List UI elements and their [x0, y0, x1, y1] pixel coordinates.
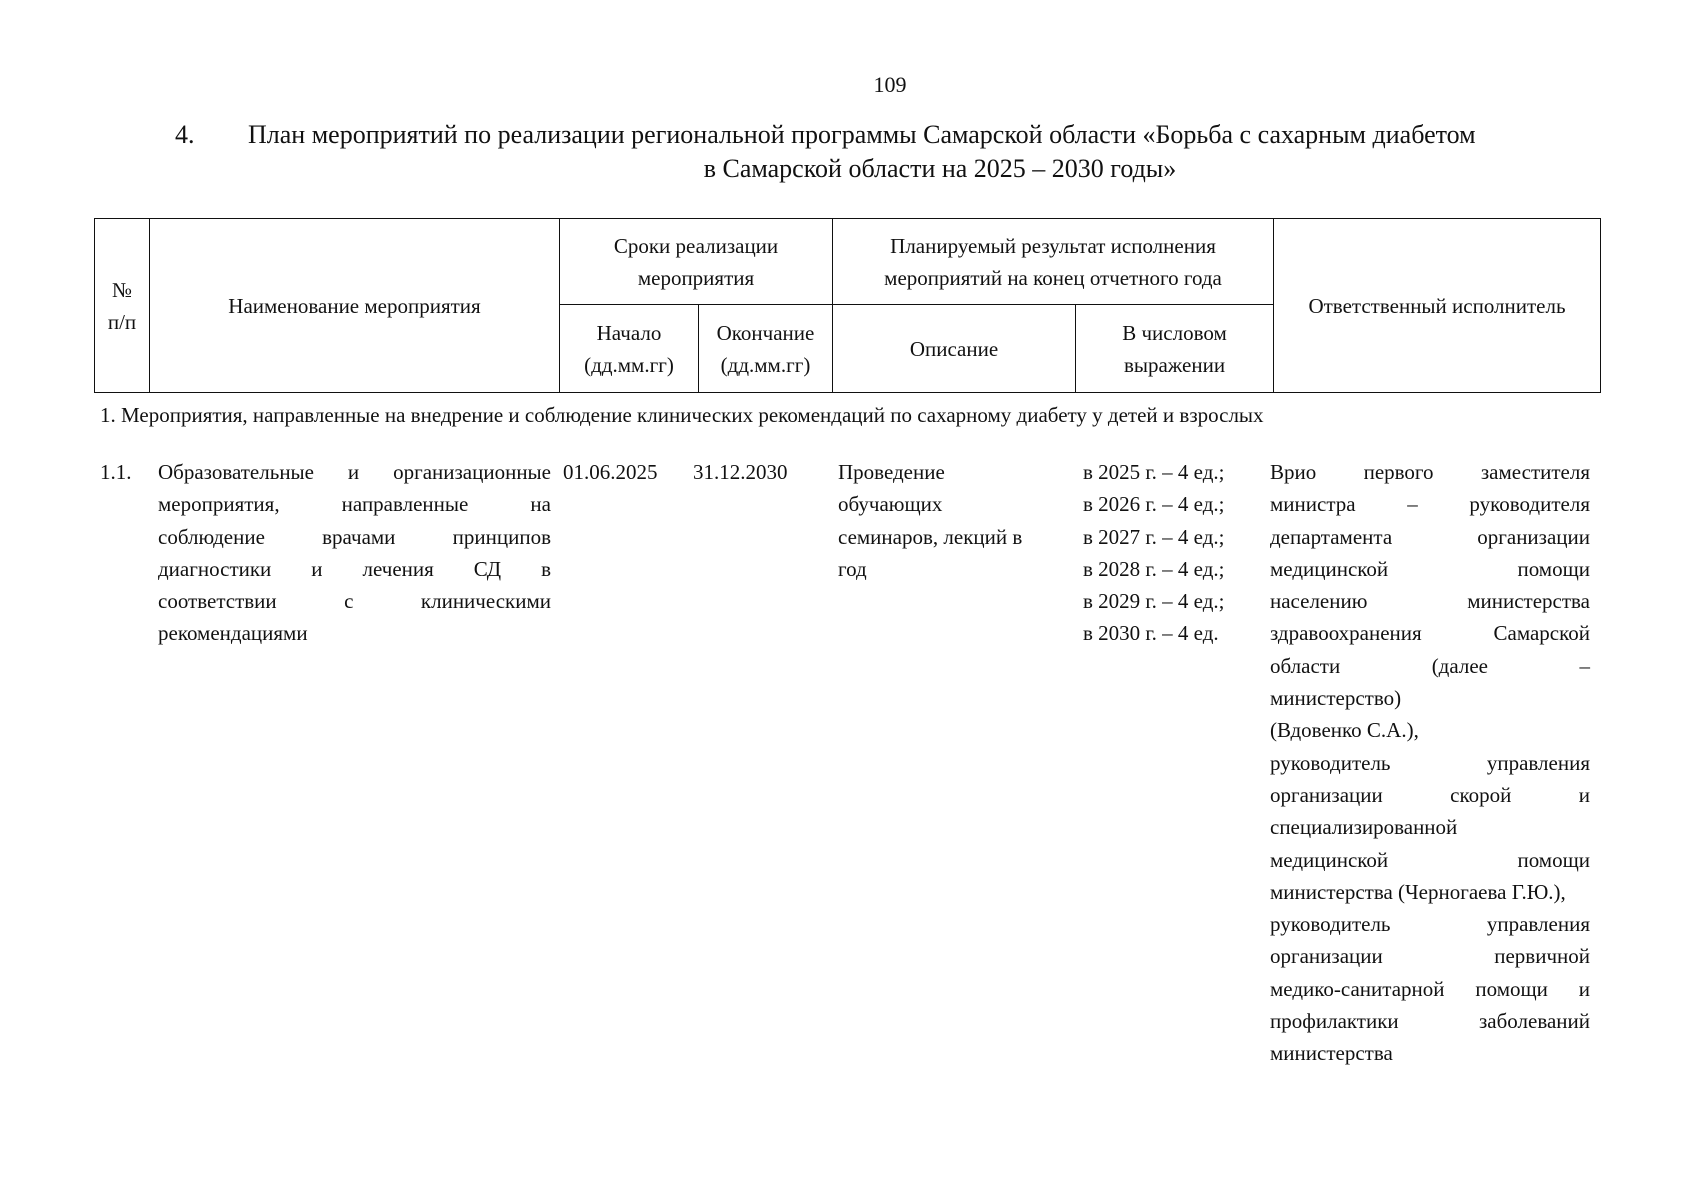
- page-number: 109: [873, 72, 907, 97]
- header-responsible: Ответственный исполнитель: [1274, 219, 1601, 393]
- header-result: Планируемый результат исполнения мероприятий на конец отчетного года: [833, 219, 1274, 305]
- row-responsible: Врио первого заместителя министра – руководителя департамента организации медицинской помощи населению министерства здравоохранения Самарской области (далее – министерство) (Вдовенко С.А.), руководитель управления организации скорой и специализированной медицинской помощи министерства (Черногаева Г.Ю.), руководитель управления организации первичной медико-санитарной помощи и профилактики заболеваний министерства: [1270, 460, 1590, 1066]
- section-title: 1. Мероприятия, направленные на внедрение и соблюдение клинических рекомендаций по сахарному диабету у детей и взрослых: [100, 403, 1264, 427]
- row-numeric-value: в 2025 г. – 4 ед.; в 2026 г. – 4 ед.; в 2027 г. – 4 ед.; в 2028 г. – 4 ед.; в 2029 г. – 4 ед.; в 2030 г. – 4 ед.: [1083, 460, 1225, 646]
- row-number: 1.1.: [100, 460, 132, 484]
- row-name: Образовательные и организационные мероприятия, направленные на соблюдение врачами принципов диагностики и лечения СД в соответствии с клиническими рекомендациями: [158, 460, 551, 646]
- header-num: № п/п: [95, 219, 150, 393]
- header-end: Окончание (дд.мм.гг): [699, 305, 833, 393]
- header-description: Описание: [833, 305, 1076, 393]
- heading-number: 4.: [175, 120, 195, 149]
- row-description: Проведение обучающих семинаров, лекций в год: [838, 460, 1023, 581]
- row-start-date: 01.06.2025: [563, 460, 658, 484]
- heading-line-2: в Самарской области на 2025 – 2030 годы»: [703, 154, 1177, 183]
- plan-table-header: [94, 218, 1601, 393]
- row-end-date: 31.12.2030: [693, 460, 788, 484]
- header-numeric: В числовом выражении: [1076, 305, 1274, 393]
- header-start: Начало (дд.мм.гг): [560, 305, 699, 393]
- header-name: Наименование мероприятия: [150, 219, 560, 393]
- document-heading: [175, 118, 1605, 186]
- heading-line-1: План мероприятий по реализации региональной программы Самарской области «Борьба с сахарным диабетом: [248, 120, 1476, 149]
- header-terms: Сроки реализации мероприятия: [560, 219, 833, 305]
